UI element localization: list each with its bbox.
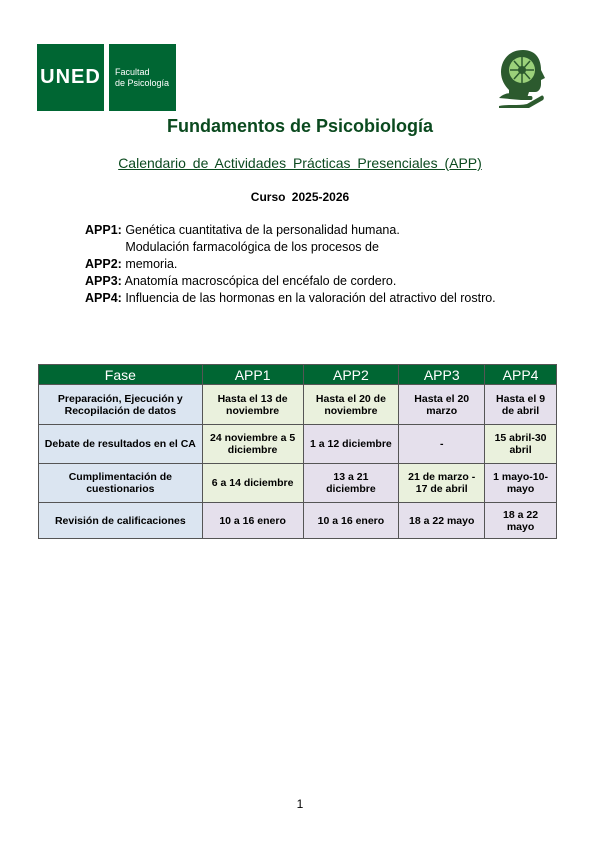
phase-cell: Debate de resultados en el CA: [39, 425, 203, 464]
column-header: Fase: [39, 365, 203, 385]
table-cell: 1 mayo-10-mayo: [485, 464, 557, 503]
activity-item: [85, 290, 555, 307]
table-cell: 1 a 12 diciembre: [303, 425, 399, 464]
activity-item: [85, 273, 555, 290]
table-cell: 18 a 22 mayo: [485, 503, 557, 539]
faculty-logo-text: [109, 44, 176, 111]
activity-text: Genética cuantitativa de la personalidad humana.: [125, 223, 400, 237]
table-cell: 18 a 22 mayo: [399, 503, 485, 539]
column-header: APP4: [485, 365, 557, 385]
activity-text: Influencia de las hormonas en la valoración del atractivo del rostro.: [125, 291, 496, 305]
uned-logo-mark: UNED: [37, 44, 104, 111]
column-header: APP3: [399, 365, 485, 385]
table-row: [39, 385, 557, 425]
table-header-row: [39, 365, 557, 385]
table-cell: 15 abril-30 abril: [485, 425, 557, 464]
table-row: [39, 425, 557, 464]
table-row: [39, 464, 557, 503]
activity-item: [85, 239, 555, 273]
phase-cell: Cumplimentación de cuestionarios: [39, 464, 203, 503]
activity-code: APP4:: [85, 291, 122, 305]
faculty-line-2: de Psicología: [115, 77, 170, 88]
activity-text: Modulación farmacológica de los procesos de memoria.: [125, 240, 379, 271]
table-cell: 13 a 21 diciembre: [303, 464, 399, 503]
activity-list: [85, 222, 555, 307]
activity-code: APP1:: [85, 223, 122, 237]
page-title: Fundamentos de Psicobiología: [166, 116, 434, 136]
faculty-line-1: Facultad: [115, 66, 150, 77]
table-cell: 6 a 14 diciembre: [202, 464, 303, 503]
activity-code: APP3:: [85, 274, 122, 288]
column-header: APP1: [202, 365, 303, 385]
table-row: [39, 503, 557, 539]
table-cell: Hasta el 20 de noviembre: [303, 385, 399, 425]
course-label: Curso 2025-2026: [250, 190, 350, 204]
table-cell: 21 de marzo - 17 de abril: [399, 464, 485, 503]
brain-hand-icon: [497, 46, 549, 110]
column-header: APP2: [303, 365, 399, 385]
table-cell: Hasta el 9 de abril: [485, 385, 557, 425]
phase-cell: Revisión de calificaciones: [39, 503, 203, 539]
schedule-table: [38, 364, 557, 539]
table-cell: 24 noviembre a 5 diciembre: [202, 425, 303, 464]
uned-logo: [37, 44, 177, 111]
table-cell: 10 a 16 enero: [303, 503, 399, 539]
table-cell: Hasta el 13 de noviembre: [202, 385, 303, 425]
page-number: 1: [296, 797, 304, 811]
table-cell: -: [399, 425, 485, 464]
table-cell: Hasta el 20 marzo: [399, 385, 485, 425]
activity-code: APP2:: [85, 257, 122, 271]
activity-item: [85, 222, 555, 239]
table-cell: 10 a 16 enero: [202, 503, 303, 539]
page-subtitle: Calendario de Actividades Prácticas Presenciales (APP): [118, 155, 482, 171]
phase-cell: Preparación, Ejecución y Recopilación de datos: [39, 385, 203, 425]
activity-text: Anatomía macroscópica del encéfalo de cordero.: [124, 274, 397, 288]
